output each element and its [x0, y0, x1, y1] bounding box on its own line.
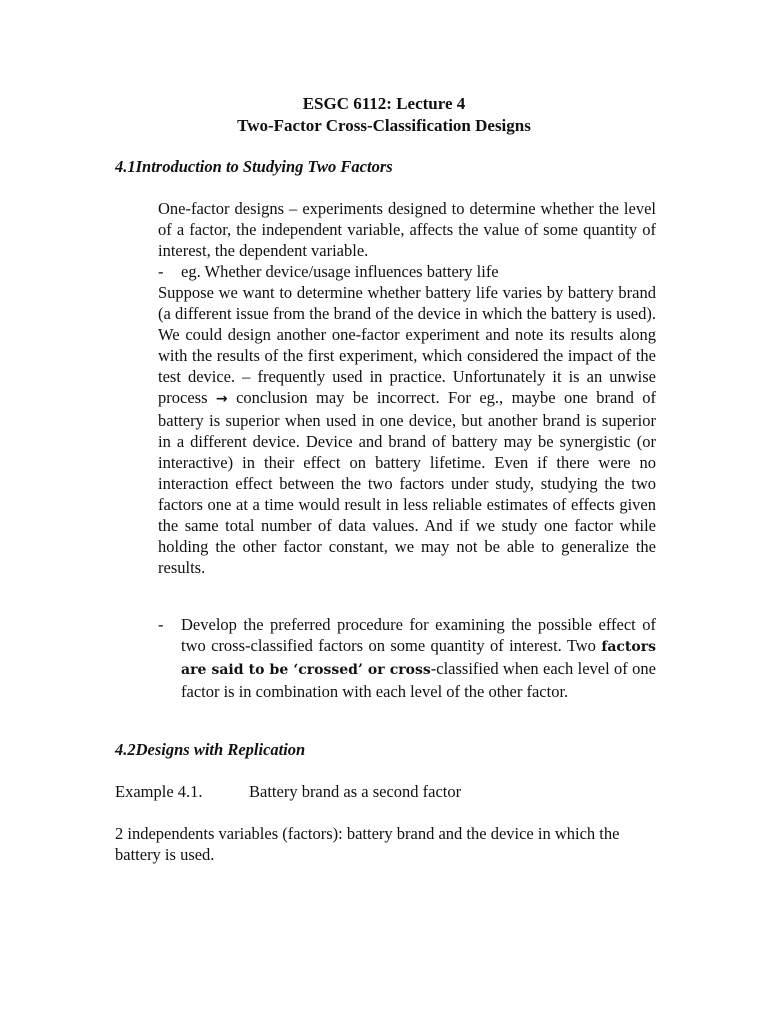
section-heading-4-2: 4.2Designs with Replication — [115, 740, 306, 759]
bullet-text: eg. Whether device/usage influences battery life — [181, 262, 499, 281]
paragraph-independent-variables: 2 independents variables (factors): battery brand and the device in which the battery is used. — [115, 824, 620, 864]
section-heading-4-1: 4.1Introduction to Studying Two Factors — [115, 157, 393, 176]
bullet-text-part2: -classified when each level of one factor is in combination with each level of the other factor. — [181, 659, 656, 701]
example-number: Example 4.1. — [115, 782, 203, 801]
paragraph-battery-brand — [158, 282, 656, 578]
bullet-dash: - — [158, 615, 164, 634]
bullet-dash: - — [158, 262, 164, 281]
bullet-text-part1: Develop the preferred procedure for examining the possible effect of two cross-classified factors on some quantity of interest. Two — [181, 615, 656, 655]
lecture-subtitle: Two-Factor Cross-Classification Designs — [237, 116, 531, 135]
bullet-text — [181, 614, 656, 702]
bullet-text-bold: factors are said to be ‘crossed’ or cross — [181, 639, 656, 678]
arrow-right-icon: → — [215, 391, 228, 407]
paragraph-text-part2: conclusion may be incorrect. For eg., maybe one brand of battery is superior when used in one device, but another brand is superior in a different device. Device and brand of battery may be synergistic (or interactive) in their effect on battery lifetime. Even if there were no interaction effect between the two factors under study, studying the two factors one at a time would result in less reliable estimates of effects given the same total number of data values. And if we study one factor while holding the other factor constant, we may not be able to generalize the results. — [158, 388, 657, 577]
example-description: Battery brand as a second factor — [249, 782, 462, 801]
paragraph-text-part1: Suppose we want to determine whether battery life varies by battery brand (a different issue from the brand of the device in which the battery is used). We could design another one-factor experiment and note its results along with the results of the first experiment, which considered the impact of the test device. – frequently used in practice. Unfortunately it is an unwise process — [158, 283, 656, 407]
paragraph-one-factor-designs: One-factor designs – experiments designed to determine whether the level of a factor, the independent variable, affects the value of some quantity of interest, the dependent variable. — [158, 199, 656, 260]
lecture-title: ESGC 6112: Lecture 4 — [302, 94, 466, 113]
